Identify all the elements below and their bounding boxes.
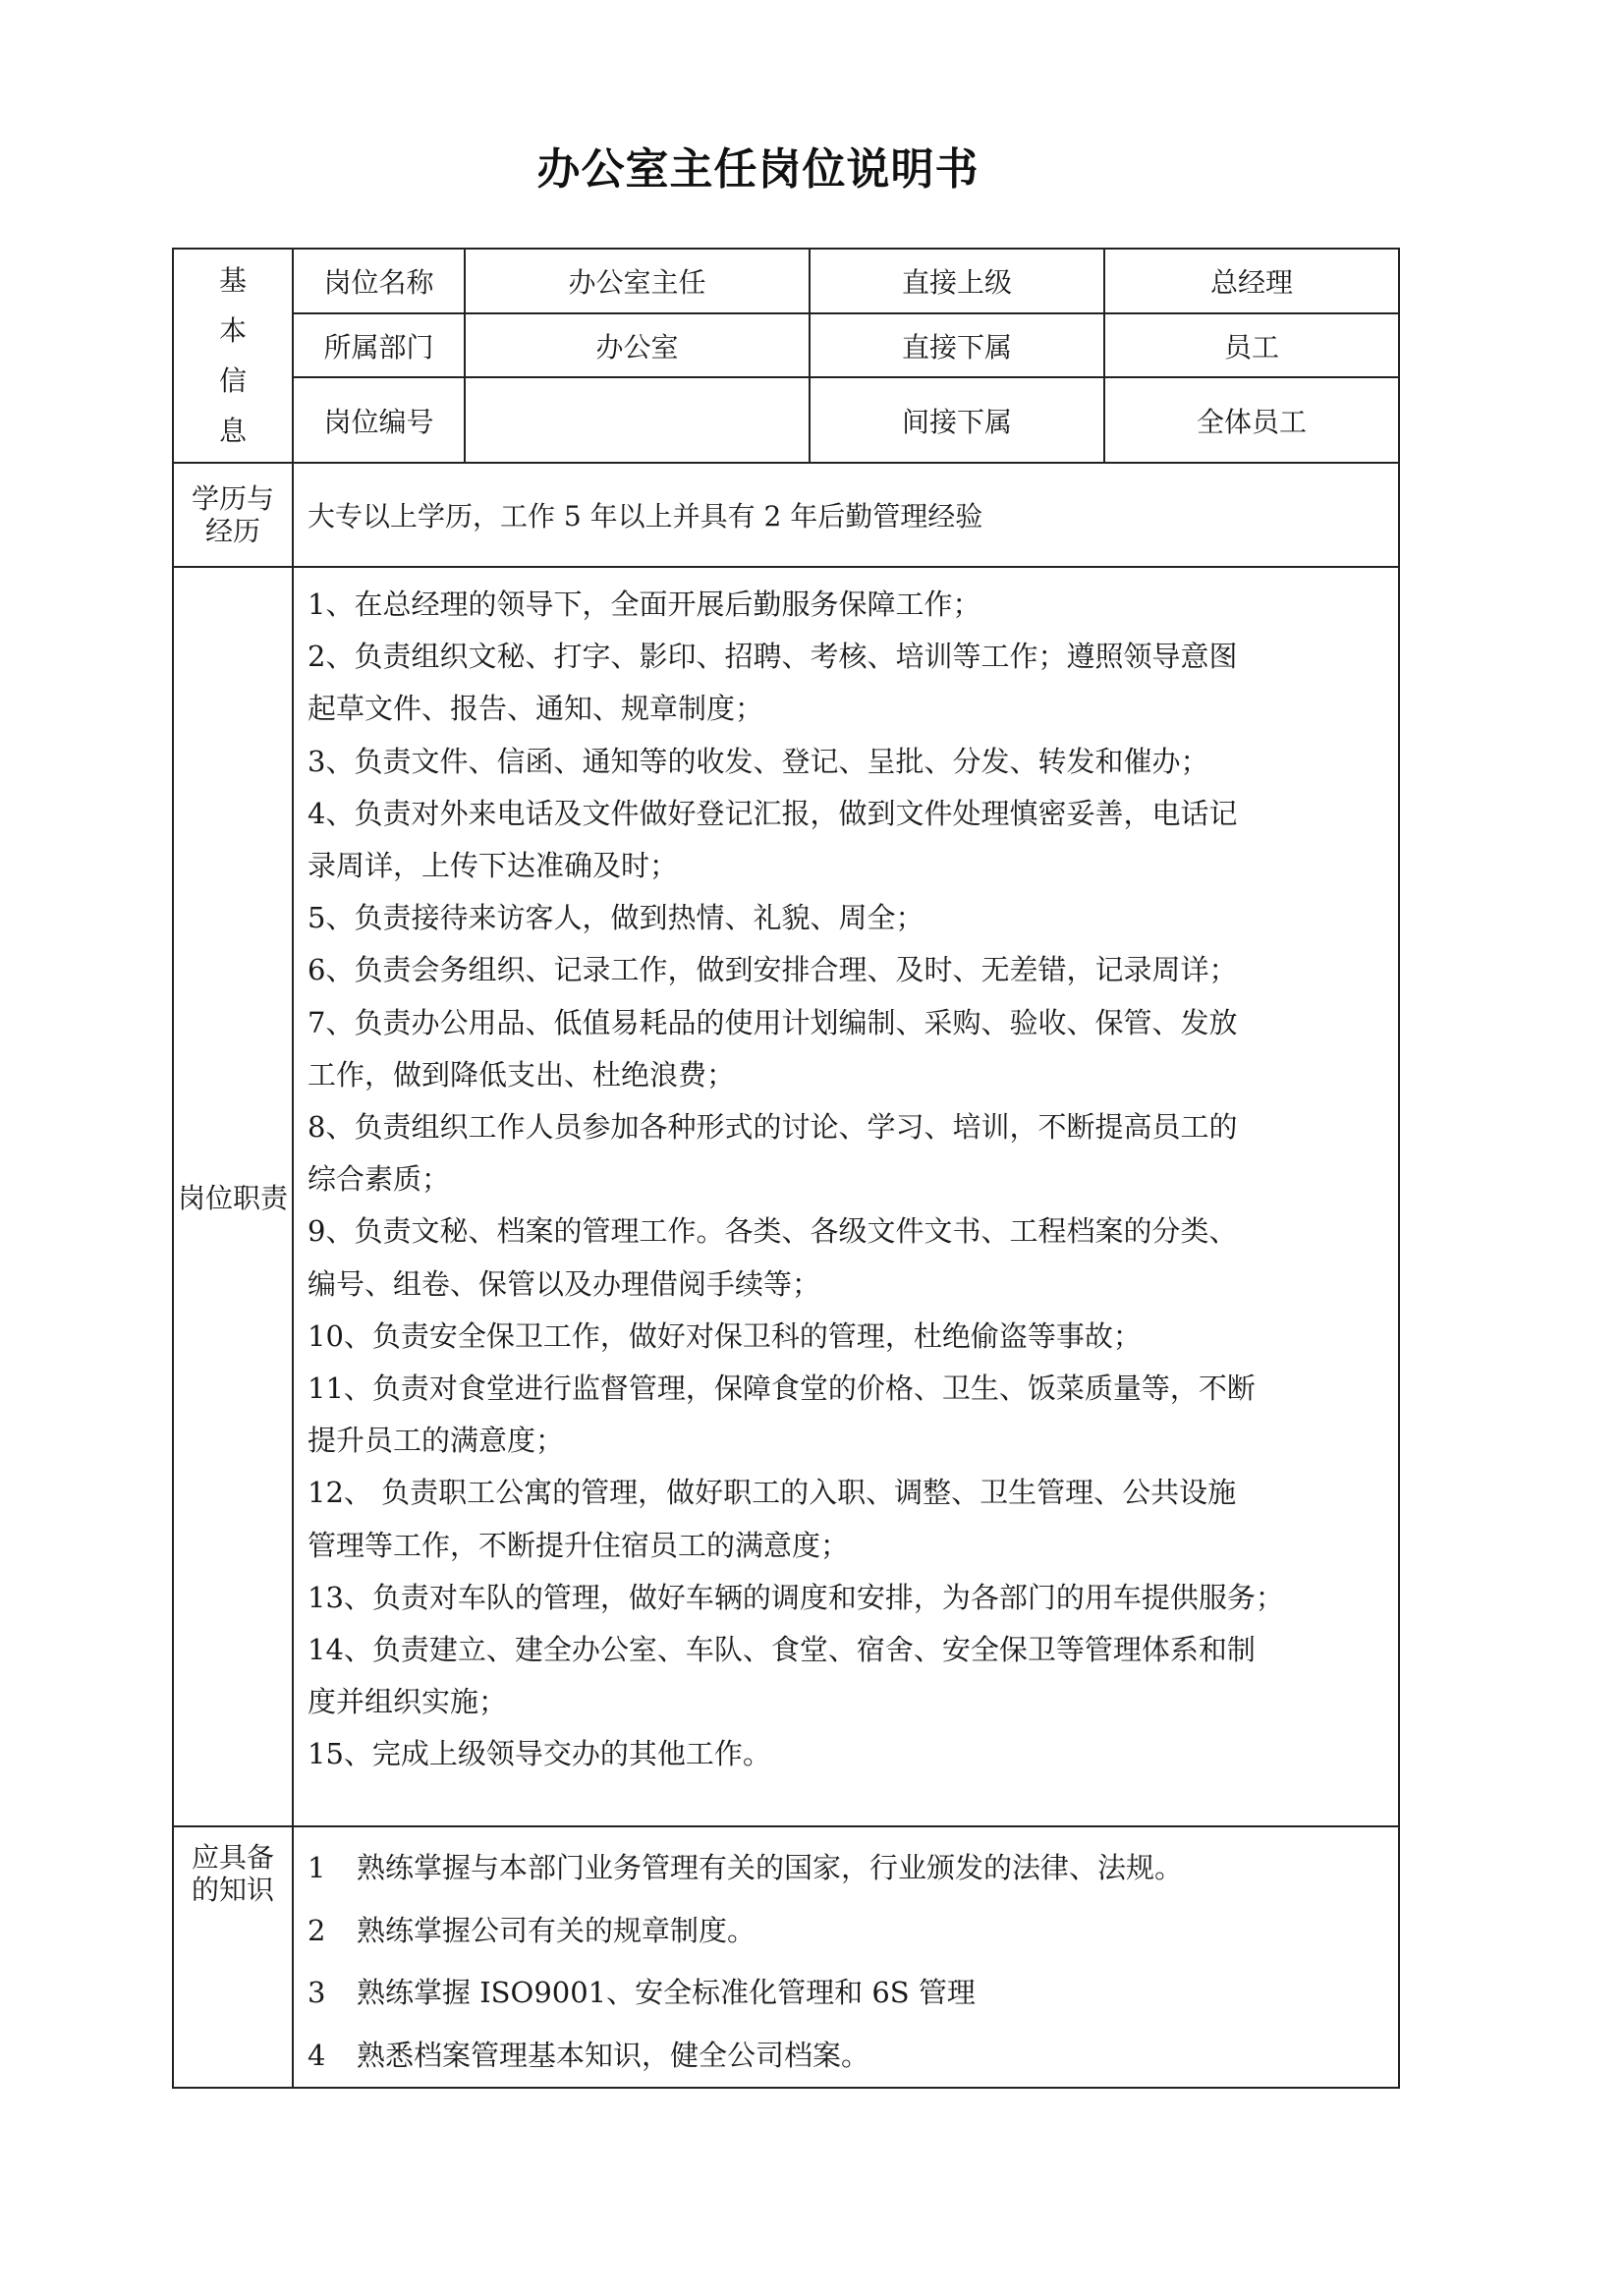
- duty-line: 管理等工作，不断提升住宿员工的满意度；: [308, 1528, 850, 1562]
- knowledge-label: [173, 1826, 293, 2088]
- direct-superior-value: 总经理: [1104, 249, 1399, 313]
- knowledge-item-number: 2: [308, 1913, 326, 1947]
- knowledge-item-text: 熟练掌握与本部门业务管理有关的国家，行业颁发的法律、法规。: [357, 1851, 1184, 1884]
- duty-line: 12、 负责职工公寓的管理，做好职工的入职、调整、卫生管理、公共设施: [308, 1476, 1237, 1510]
- education-label: [173, 463, 293, 567]
- document-title: 办公室主任岗位说明书: [536, 144, 980, 195]
- duty-line: 编号、组卷、保管以及办理借阅手续等；: [308, 1266, 821, 1301]
- basic-info-row: [173, 313, 1399, 377]
- education-label-line: 经历: [204, 515, 260, 547]
- knowledge-label-line: 的知识: [191, 1874, 274, 1906]
- knowledge-item-number: 1: [308, 1851, 326, 1884]
- label-char: 本: [218, 314, 247, 347]
- duty-line: 14、负责建立、建全办公室、车队、食堂、宿舍、安全保卫等管理体系和制: [308, 1633, 1256, 1667]
- duty-line: 13、负责对车队的管理，做好车辆的调度和安排，为各部门的用车提供服务；: [308, 1580, 1284, 1614]
- knowledge-item-text: 熟悉档案管理基本知识，健全公司档案。: [357, 2038, 870, 2072]
- duties-list: [293, 567, 1399, 1826]
- position-name-label: 岗位名称: [293, 249, 465, 313]
- knowledge-label-line: 应具备: [191, 1841, 274, 1874]
- knowledge-list: [293, 1826, 1399, 2088]
- duty-line: 15、完成上级领导交办的其他工作。: [308, 1737, 771, 1771]
- basic-info-section-label: [173, 249, 293, 463]
- duty-line: 综合素质；: [308, 1162, 451, 1197]
- duty-line: 提升员工的满意度；: [308, 1424, 565, 1458]
- department-label: 所属部门: [293, 313, 465, 377]
- duty-line: 录周详，上传下达准确及时；: [308, 849, 679, 883]
- knowledge-item: [308, 1837, 1388, 1900]
- duty-line: 工作，做到降低支出、杜绝浪费；: [308, 1057, 736, 1092]
- duty-line: 10、负责安全保卫工作，做好对保卫科的管理，杜绝偷盗等事故；: [308, 1318, 1142, 1353]
- education-row: [173, 463, 1399, 567]
- duty-line: 5、负责接待来访客人，做到热情、礼貌、周全；: [308, 901, 924, 935]
- knowledge-item-number: 4: [308, 2038, 326, 2072]
- duty-line: 2、负责组织文秘、打字、影印、招聘、考核、培训等工作；遵照领导意图: [308, 640, 1238, 674]
- department-value: 办公室: [465, 313, 810, 377]
- knowledge-item-text: 熟练掌握 ISO9001、安全标准化管理和 6S 管理: [357, 1976, 976, 2009]
- duty-line: 3、负责文件、信函、通知等的收发、登记、呈批、分发、转发和催办；: [308, 744, 1209, 778]
- education-label-line: 学历与: [191, 482, 274, 515]
- label-char: 息: [218, 415, 247, 447]
- duty-line: 7、负责办公用品、低值易耗品的使用计划编制、采购、验收、保管、发放: [308, 1005, 1238, 1039]
- knowledge-item: [308, 2025, 1388, 2088]
- indirect-subordinate-label: 间接下属: [810, 377, 1104, 463]
- duty-line: 度并组织实施；: [308, 1685, 508, 1719]
- position-code-label: 岗位编号: [293, 377, 465, 463]
- direct-superior-label: 直接上级: [810, 249, 1104, 313]
- direct-subordinate-label: 直接下属: [810, 313, 1104, 377]
- duty-line: 4、负责对外来电话及文件做好登记汇报，做到文件处理慎密妥善，电话记: [308, 796, 1238, 830]
- duties-label: 岗位职责: [173, 567, 293, 1826]
- label-char: 基: [218, 264, 247, 297]
- basic-info-row: [173, 377, 1399, 463]
- knowledge-item: [308, 1900, 1388, 1963]
- knowledge-item: [308, 1962, 1388, 2025]
- knowledge-row: [173, 1826, 1399, 2088]
- indirect-subordinate-value: 全体员工: [1104, 377, 1399, 463]
- duty-line: 6、负责会务组织、记录工作，做到安排合理、及时、无差错，记录周详；: [308, 953, 1238, 987]
- knowledge-item-number: 3: [308, 1976, 326, 2009]
- label-char: 信: [218, 364, 247, 397]
- position-name-value: 办公室主任: [465, 249, 810, 313]
- duty-line: 11、负责对食堂进行监督管理，保障食堂的价格、卫生、饭菜质量等，不断: [308, 1372, 1256, 1406]
- basic-info-row: [173, 249, 1399, 313]
- position-code-value: [465, 377, 810, 463]
- duty-line: 8、负责组织工作人员参加各种形式的讨论、学习、培训，不断提高员工的: [308, 1110, 1238, 1145]
- direct-subordinate-value: 员工: [1104, 313, 1399, 377]
- knowledge-item-text: 熟练掌握公司有关的规章制度。: [357, 1913, 756, 1947]
- duty-line: 1、在总经理的领导下，全面开展后勤服务保障工作；: [308, 588, 981, 621]
- duty-line: 9、负责文秘、档案的管理工作。各类、各级文件文书、工程档案的分类、: [308, 1214, 1238, 1249]
- duty-line: 起草文件、报告、通知、规章制度；: [308, 692, 764, 726]
- job-description-table: [172, 248, 1400, 2089]
- education-value: 大专以上学历，工作 5 年以上并具有 2 年后勤管理经验: [293, 463, 1399, 567]
- duties-row: [173, 567, 1399, 1826]
